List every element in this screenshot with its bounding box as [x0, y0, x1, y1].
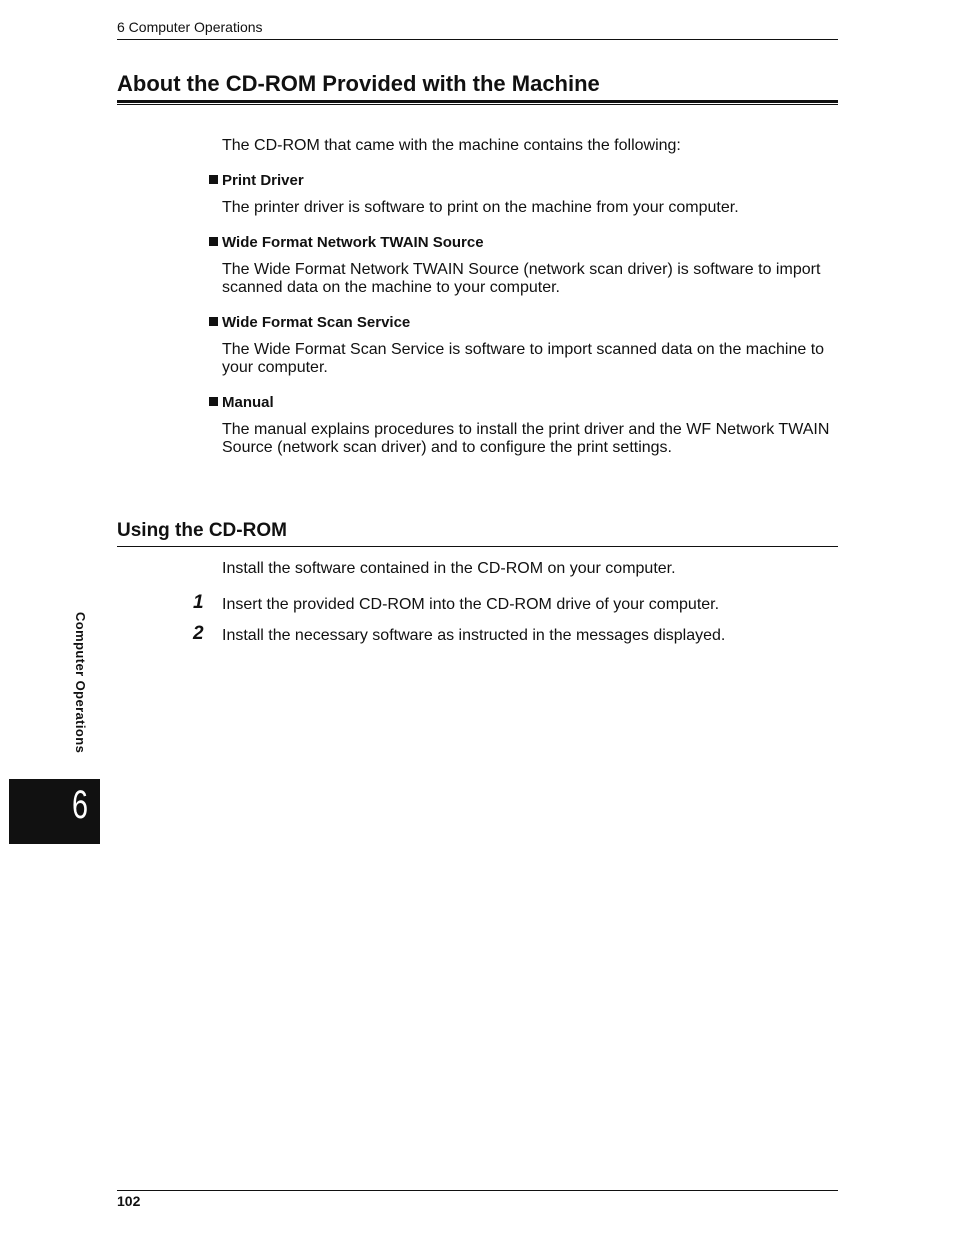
square-bullet-icon [209, 237, 218, 246]
item-heading-scan-service [209, 314, 410, 332]
item-heading-label: Wide Format Network TWAIN Source [222, 234, 484, 251]
item-heading-print-driver [209, 172, 304, 190]
subsection-rule [117, 546, 838, 547]
title-rule-thin [117, 104, 838, 105]
section-intro: The CD-ROM that came with the machine contains the following: [222, 137, 681, 154]
subsection-title: Using the CD-ROM [117, 520, 287, 541]
item-heading-label: Print Driver [222, 172, 304, 189]
subsection-intro: Install the software contained in the CD-ROM on your computer. [222, 560, 676, 577]
item-heading-label: Wide Format Scan Service [222, 314, 411, 331]
item-heading-twain-source [209, 234, 484, 252]
section-title: About the CD-ROM Provided with the Machine [117, 71, 600, 96]
item-text-print-driver: The printer driver is software to print on the machine from your computer. [222, 199, 739, 216]
side-tab-label: Computer Operations [73, 612, 88, 754]
footer-rule [117, 1190, 838, 1191]
square-bullet-icon [209, 175, 218, 184]
step-text: Install the necessary software as instructed in the messages displayed. [222, 627, 726, 644]
chapter-tab-number: 6 [72, 783, 89, 827]
step-number: 1 [193, 592, 204, 613]
item-heading-label: Manual [222, 394, 274, 411]
step-text: Insert the provided CD-ROM into the CD-ROM drive of your computer. [222, 596, 720, 613]
square-bullet-icon [209, 397, 218, 406]
item-heading-manual [209, 394, 274, 412]
page-number: 102 [117, 1193, 141, 1209]
item-text-manual: The manual explains procedures to install the print driver and the WF Network TWAIN Source (network scan driver) and to configure the print settings. [222, 421, 830, 456]
step-number: 2 [193, 623, 204, 644]
header-rule [117, 39, 838, 40]
item-text-twain-source: The Wide Format Network TWAIN Source (network scan driver) is software to import scanned data on the machine to your computer. [222, 261, 821, 296]
running-header: 6 Computer Operations [117, 19, 263, 35]
item-text-scan-service: The Wide Format Scan Service is software to import scanned data on the machine to your computer. [222, 341, 825, 376]
title-rule-thick [117, 100, 838, 103]
square-bullet-icon [209, 317, 218, 326]
